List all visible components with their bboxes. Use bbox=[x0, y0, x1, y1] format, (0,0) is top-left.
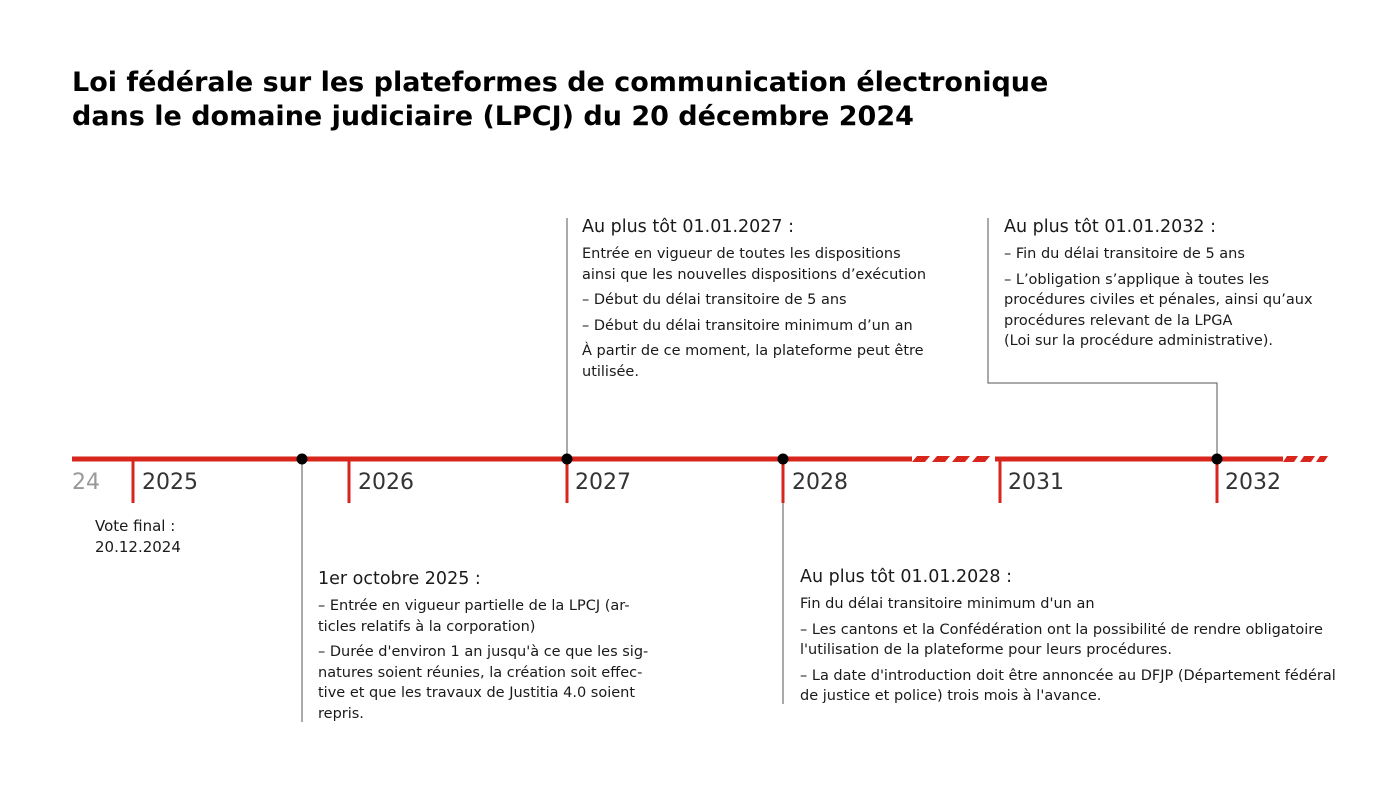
event-2032 bbox=[1004, 215, 1394, 357]
event-2027-item-1: – Début du délai transitoire de 5 ans bbox=[582, 292, 847, 308]
event-2027-para-1: Entrée en vigueur de toutes les dispositions ainsi que les nouvelles dispositions d’exécution bbox=[582, 246, 927, 283]
event-2027-para-2: À partir de ce moment, la plateforme peut être utilisée. bbox=[582, 343, 924, 380]
year-label-2028: 2028 bbox=[792, 470, 848, 495]
year-label-2027: 2027 bbox=[575, 470, 631, 495]
marker-2032 bbox=[1212, 454, 1223, 465]
axis-break-2 bbox=[1283, 456, 1328, 462]
marker-2027 bbox=[562, 454, 573, 465]
event-2032-item-2: – L’obligation s’applique à toutes les procédures civiles et pénales, ainsi qu’aux procédures relevant de la LPGA (Loi sur la procédure administrative). bbox=[1004, 271, 1313, 349]
event-2028-heading: Au plus tôt 01.01.2028 : bbox=[800, 567, 1013, 587]
year-label-24: 24 bbox=[72, 470, 100, 495]
title-line-2: dans le domaine judiciaire (LPCJ) du 20 décembre 2024 bbox=[72, 101, 914, 132]
event-2032-heading: Au plus tôt 01.01.2032 : bbox=[1004, 217, 1217, 237]
event-2028-item-2: – La date d'introduction doit être annoncée au DFJP (Département fédéral de justice et police) trois mois à l'avance. bbox=[800, 667, 1336, 704]
event-2027-heading: Au plus tôt 01.01.2027 : bbox=[582, 217, 795, 237]
year-label-2032: 2032 bbox=[1225, 470, 1281, 495]
event-oct2025-item-1: – Entrée en vigueur partielle de la LPCJ (ar- ticles relatifs à la corporation) bbox=[318, 598, 630, 635]
year-label-2026: 2026 bbox=[358, 470, 414, 495]
year-label-2025: 2025 bbox=[142, 470, 198, 495]
event-2032-item-1: – Fin du délai transitoire de 5 ans bbox=[1004, 246, 1245, 262]
marker-2028 bbox=[778, 454, 789, 465]
marker-oct2025 bbox=[297, 454, 308, 465]
event-2028-item-1: – Les cantons et la Confédération ont la possibilité de rendre obligatoire l'utilisation de la plateforme pour leurs procédures. bbox=[800, 621, 1323, 658]
final-vote-note bbox=[95, 516, 181, 558]
event-oct2025-heading: 1er octobre 2025 : bbox=[318, 569, 481, 589]
event-oct2025 bbox=[318, 567, 738, 729]
final-vote-label: Vote final : bbox=[95, 517, 176, 535]
final-vote-date: 20.12.2024 bbox=[95, 538, 181, 556]
event-2028-para-1: Fin du délai transitoire minimum d'un an bbox=[800, 596, 1095, 612]
event-2027-item-2: – Début du délai transitoire minimum d’un an bbox=[582, 317, 913, 334]
year-label-2031: 2031 bbox=[1008, 470, 1064, 495]
axis-break-1 bbox=[912, 456, 990, 462]
title-line-1: Loi fédérale sur les plateformes de communication électronique bbox=[72, 67, 1049, 98]
event-oct2025-item-2: – Durée d'environ 1 an jusqu'à ce que les sig- natures soient réunies, la création soit effec- tive et que les travaux de Justitia 4.0 soient repris. bbox=[318, 644, 649, 722]
event-2028 bbox=[800, 565, 1390, 712]
event-2027 bbox=[582, 215, 982, 387]
